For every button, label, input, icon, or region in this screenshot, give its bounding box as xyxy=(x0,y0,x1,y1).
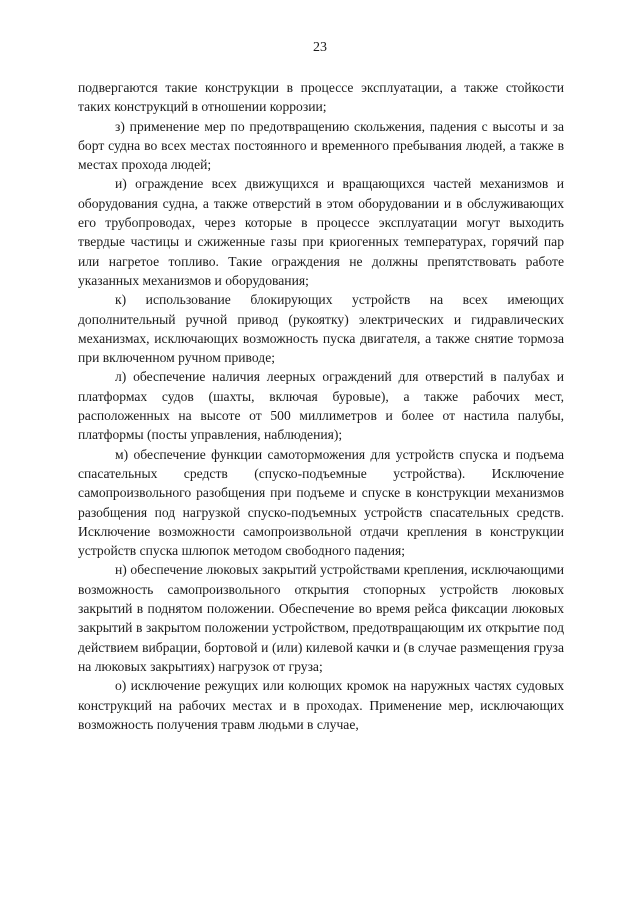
paragraph-item-z: з) применение мер по предотвращению скольжения, падения с высоты и за борт судна во всех местах постоянного и временного пребывания людей, а также в местах прохода людей; xyxy=(78,118,564,173)
paragraph-item-l: л) обеспечение наличия леерных ограждений для отверстий в палубах и платформах судов (шахты, включая буровые), а также рабочих мест, расположенных на высоте от 500 миллиметров и более от настила палубы, платформы (посты управления, наблюдения); xyxy=(78,369,564,443)
document-body xyxy=(78,78,564,734)
paragraph-item-i: и) ограждение всех движущихся и вращающихся частей механизмов и оборудования судна, а также отверстий в этом оборудовании и в обслуживающих его трубопроводах, через которые в процессе эксплуатации могут выходить твердые частицы и сжиженные газы при криогенных температурах, горячий пар или нагретое топливо. Такие ограждения не должны препятствовать работе указанных механизмов и оборудования; xyxy=(78,176,564,288)
paragraph-item-m: м) обеспечение функции самоторможения для устройств спуска и подъема спасательных средств (спуско-подъемные устройства). Исключение самопроизвольного разобщения при подъеме и спуске в конструкции механизмов разобщения под нагрузкой спуско-подъемных устройств спасательных средств. Исключение возможности самопроизвольной отдачи крепления в конструкции устройств спуска шлюпок методом свободного падения; xyxy=(78,446,564,559)
paragraph-item-k: к) использование блокирующих устройств на всех имеющих дополнительный ручной привод (рукоятку) электрических и гидравлических механизмах, исключающих возможность пуска двигателя, а также снятие тормоза при включенном ручном приводе; xyxy=(78,292,564,366)
paragraph-item-n: н) обеспечение люковых закрытий устройствами крепления, исключающими возможность самопроизвольного открытия стопорных устройств люковых закрытий в поднятом положении. Обеспечение во время рейса фиксации люковых закрытий в закрытом положении устройством, предотвращающим их открытие под действием вибрации, бортовой и (или) килевой качки и (в случае размещения груза на люковых закрытиях) нагрузок от груза; xyxy=(78,562,564,674)
page-number: 23 xyxy=(313,40,327,55)
paragraph-continuation: подвергаются такие конструкции в процессе эксплуатации, а также стойкости таких конструкций в отношении коррозии; xyxy=(78,80,564,115)
paragraph-item-o: о) исключение режущих или колющих кромок на наружных частях судовых конструкций на рабочих местах и в проходах. Применение мер, исключающих возможность получения травм людьми в случае, xyxy=(78,678,564,732)
